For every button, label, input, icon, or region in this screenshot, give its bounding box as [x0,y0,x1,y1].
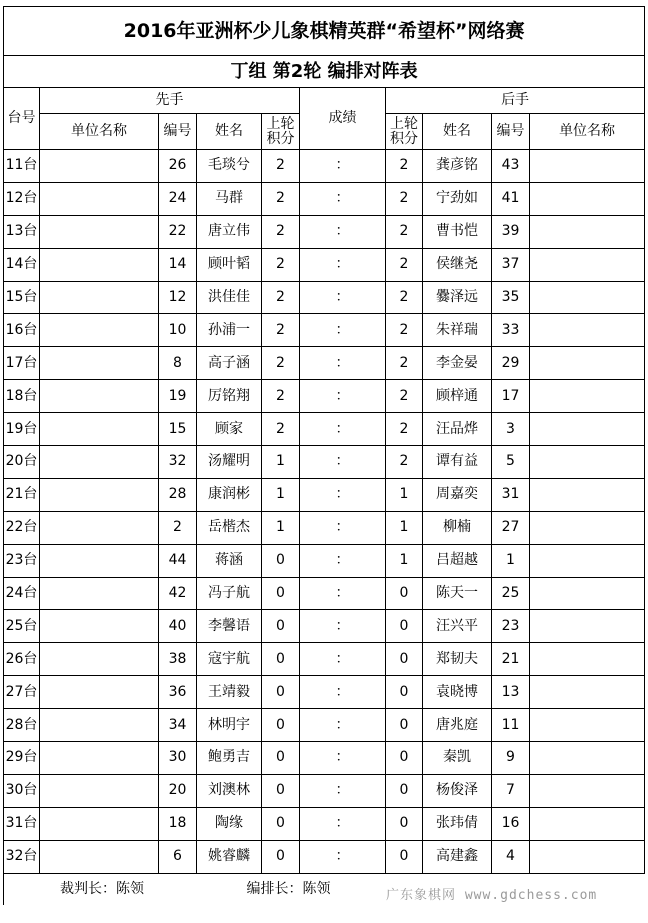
first-name-cell: 顾叶韬 [197,248,262,281]
first-unit-cell [40,742,159,775]
first-name-cell: 刘澳林 [197,774,262,807]
header-board: 台号 [4,88,40,150]
first-name-cell: 蒋涵 [197,544,262,577]
board-cell: 22台 [4,511,40,544]
board-cell: 29台 [4,742,40,775]
table-row [4,413,645,446]
header-result: 成绩 [300,88,386,150]
second-score-cell: 2 [386,413,423,446]
chief-arranger: 编排长：陈领 [197,873,423,905]
first-score-cell: 0 [262,643,300,676]
header-first-unit: 单位名称 [40,114,159,150]
first-score-cell: 2 [262,215,300,248]
first-name-cell: 林明宇 [197,709,262,742]
first-score-cell: 0 [262,676,300,709]
second-number-cell: 11 [492,709,530,742]
second-name-cell: 宁劲如 [423,182,492,215]
first-number-cell: 24 [159,182,197,215]
first-unit-cell [40,709,159,742]
board-cell: 20台 [4,446,40,479]
result-cell: ： [300,774,386,807]
header-first-name: 姓名 [197,114,262,150]
header-first-score: 上轮积分 [262,114,300,150]
first-score-cell: 2 [262,150,300,183]
second-name-cell: 高建鑫 [423,840,492,873]
first-score-cell: 1 [262,478,300,511]
first-name-cell: 冯子航 [197,577,262,610]
board-cell: 17台 [4,347,40,380]
first-unit-cell [40,248,159,281]
second-name-cell: 郑韧夫 [423,643,492,676]
table-row [4,807,645,840]
second-name-cell: 谭有益 [423,446,492,479]
result-cell: ： [300,840,386,873]
board-cell: 25台 [4,610,40,643]
first-score-cell: 2 [262,347,300,380]
second-name-cell: 侯继尧 [423,248,492,281]
result-cell: ： [300,446,386,479]
first-unit-cell [40,446,159,479]
first-score-cell: 2 [262,182,300,215]
second-name-cell: 汪品烨 [423,413,492,446]
board-cell: 26台 [4,643,40,676]
second-name-cell: 朱祥瑞 [423,314,492,347]
first-number-cell: 32 [159,446,197,479]
first-name-cell: 康润彬 [197,478,262,511]
header-second-player: 后手 [386,88,645,114]
board-cell: 24台 [4,577,40,610]
second-name-cell: 爨泽远 [423,281,492,314]
second-score-cell: 1 [386,511,423,544]
first-name-cell: 洪佳佳 [197,281,262,314]
first-score-cell: 0 [262,709,300,742]
result-cell: ： [300,610,386,643]
header-second-unit: 单位名称 [530,114,645,150]
first-score-cell: 0 [262,544,300,577]
board-cell: 14台 [4,248,40,281]
pairing-table [3,6,645,905]
result-cell: ： [300,281,386,314]
first-unit-cell [40,610,159,643]
second-unit-cell [530,511,645,544]
first-number-cell: 6 [159,840,197,873]
second-name-cell: 龚彦铭 [423,150,492,183]
table-row [4,478,645,511]
table-row [4,709,645,742]
table-row [4,643,645,676]
second-number-cell: 17 [492,380,530,413]
second-number-cell: 9 [492,742,530,775]
second-number-cell: 37 [492,248,530,281]
result-cell: ： [300,807,386,840]
second-number-cell: 7 [492,774,530,807]
second-unit-cell [530,544,645,577]
second-unit-cell [530,610,645,643]
second-score-cell: 0 [386,610,423,643]
table-row [4,182,645,215]
result-cell: ： [300,709,386,742]
first-name-cell: 顾家 [197,413,262,446]
second-unit-cell [530,413,645,446]
first-score-cell: 1 [262,446,300,479]
first-number-cell: 2 [159,511,197,544]
second-unit-cell [530,446,645,479]
first-score-cell: 0 [262,577,300,610]
board-cell: 27台 [4,676,40,709]
result-cell: ： [300,150,386,183]
first-number-cell: 26 [159,150,197,183]
first-name-cell: 岳楷杰 [197,511,262,544]
second-unit-cell [530,248,645,281]
second-unit-cell [530,774,645,807]
second-number-cell: 33 [492,314,530,347]
board-cell: 28台 [4,709,40,742]
first-unit-cell [40,150,159,183]
board-cell: 30台 [4,774,40,807]
first-score-cell: 2 [262,380,300,413]
first-number-cell: 28 [159,478,197,511]
first-unit-cell [40,774,159,807]
second-name-cell: 袁晓博 [423,676,492,709]
second-score-cell: 2 [386,446,423,479]
second-unit-cell [530,314,645,347]
first-unit-cell [40,840,159,873]
second-number-cell: 27 [492,511,530,544]
first-score-cell: 0 [262,840,300,873]
board-cell: 32台 [4,840,40,873]
table-row [4,248,645,281]
result-cell: ： [300,347,386,380]
result-cell: ： [300,182,386,215]
table-row [4,840,645,873]
second-unit-cell [530,150,645,183]
board-cell: 15台 [4,281,40,314]
first-number-cell: 12 [159,281,197,314]
second-name-cell: 陈天一 [423,577,492,610]
first-number-cell: 8 [159,347,197,380]
first-name-cell: 寇宇航 [197,643,262,676]
result-cell: ： [300,215,386,248]
second-name-cell: 顾梓通 [423,380,492,413]
second-number-cell: 1 [492,544,530,577]
second-unit-cell [530,807,645,840]
second-score-cell: 1 [386,478,423,511]
table-row [4,742,645,775]
page-title: 2016年亚洲杯少儿象棋精英群“希望杯”网络赛 [4,7,645,56]
first-score-cell: 0 [262,774,300,807]
second-score-cell: 2 [386,314,423,347]
header-second-number: 编号 [492,114,530,150]
second-number-cell: 23 [492,610,530,643]
second-unit-cell [530,742,645,775]
first-number-cell: 15 [159,413,197,446]
second-unit-cell [530,577,645,610]
first-score-cell: 0 [262,807,300,840]
first-number-cell: 42 [159,577,197,610]
second-number-cell: 31 [492,478,530,511]
first-name-cell: 陶缘 [197,807,262,840]
board-cell: 23台 [4,544,40,577]
board-cell: 31台 [4,807,40,840]
second-score-cell: 2 [386,380,423,413]
first-unit-cell [40,643,159,676]
table-row [4,347,645,380]
table-row [4,150,645,183]
second-name-cell: 汪兴平 [423,610,492,643]
result-cell: ： [300,413,386,446]
table-row [4,281,645,314]
second-number-cell: 29 [492,347,530,380]
table-row [4,544,645,577]
table-row [4,511,645,544]
first-number-cell: 30 [159,742,197,775]
second-score-cell: 0 [386,577,423,610]
second-number-cell: 3 [492,413,530,446]
second-score-cell: 0 [386,774,423,807]
first-number-cell: 38 [159,643,197,676]
header-second-name: 姓名 [423,114,492,150]
second-number-cell: 21 [492,643,530,676]
second-name-cell: 张玮倩 [423,807,492,840]
first-score-cell: 0 [262,742,300,775]
second-name-cell: 吕超越 [423,544,492,577]
second-score-cell: 2 [386,182,423,215]
first-unit-cell [40,281,159,314]
result-cell: ： [300,314,386,347]
first-unit-cell [40,544,159,577]
header-first-player: 先手 [40,88,300,114]
result-cell: ： [300,478,386,511]
second-score-cell: 2 [386,248,423,281]
first-score-cell: 0 [262,610,300,643]
board-cell: 19台 [4,413,40,446]
first-name-cell: 孙浦一 [197,314,262,347]
first-number-cell: 36 [159,676,197,709]
first-name-cell: 王靖毅 [197,676,262,709]
page-subtitle: 丁组 第2轮 编排对阵表 [4,56,645,88]
second-unit-cell [530,643,645,676]
first-number-cell: 14 [159,248,197,281]
second-number-cell: 35 [492,281,530,314]
first-number-cell: 22 [159,215,197,248]
table-row [4,380,645,413]
second-unit-cell [530,347,645,380]
header-first-number: 编号 [159,114,197,150]
second-score-cell: 2 [386,281,423,314]
second-name-cell: 周嘉奕 [423,478,492,511]
second-unit-cell [530,380,645,413]
second-number-cell: 25 [492,577,530,610]
first-unit-cell [40,577,159,610]
first-name-cell: 高子涵 [197,347,262,380]
second-score-cell: 2 [386,215,423,248]
second-score-cell: 2 [386,150,423,183]
board-cell: 21台 [4,478,40,511]
second-score-cell: 0 [386,840,423,873]
table-row [4,676,645,709]
first-unit-cell [40,380,159,413]
result-cell: ： [300,544,386,577]
result-cell: ： [300,380,386,413]
first-name-cell: 厉铭翔 [197,380,262,413]
second-score-cell: 1 [386,544,423,577]
second-unit-cell [530,676,645,709]
first-unit-cell [40,478,159,511]
table-row [4,577,645,610]
second-number-cell: 13 [492,676,530,709]
second-unit-cell [530,215,645,248]
second-name-cell: 秦凯 [423,742,492,775]
second-number-cell: 16 [492,807,530,840]
second-number-cell: 39 [492,215,530,248]
first-number-cell: 18 [159,807,197,840]
first-unit-cell [40,807,159,840]
second-unit-cell [530,182,645,215]
first-score-cell: 1 [262,511,300,544]
second-number-cell: 4 [492,840,530,873]
second-unit-cell [530,281,645,314]
second-name-cell: 柳楠 [423,511,492,544]
first-score-cell: 2 [262,248,300,281]
first-number-cell: 44 [159,544,197,577]
first-number-cell: 19 [159,380,197,413]
watermark: 广东象棋网 www.gdchess.com [386,888,598,903]
first-unit-cell [40,676,159,709]
first-unit-cell [40,215,159,248]
result-cell: ： [300,577,386,610]
second-number-cell: 43 [492,150,530,183]
second-name-cell: 李金晏 [423,347,492,380]
table-row [4,774,645,807]
board-cell: 18台 [4,380,40,413]
first-name-cell: 姚睿麟 [197,840,262,873]
result-cell: ： [300,511,386,544]
first-name-cell: 鲍勇吉 [197,742,262,775]
second-score-cell: 0 [386,643,423,676]
second-name-cell: 杨俊泽 [423,774,492,807]
table-row [4,446,645,479]
result-cell: ： [300,643,386,676]
board-cell: 11台 [4,150,40,183]
second-name-cell: 曹书恺 [423,215,492,248]
first-name-cell: 毛琰兮 [197,150,262,183]
first-unit-cell [40,511,159,544]
first-name-cell: 汤耀明 [197,446,262,479]
first-number-cell: 20 [159,774,197,807]
first-score-cell: 2 [262,413,300,446]
board-cell: 13台 [4,215,40,248]
header-second-score: 上轮积分 [386,114,423,150]
table-row [4,314,645,347]
first-score-cell: 2 [262,281,300,314]
second-score-cell: 0 [386,742,423,775]
second-number-cell: 41 [492,182,530,215]
first-name-cell: 李馨语 [197,610,262,643]
second-score-cell: 0 [386,807,423,840]
first-number-cell: 40 [159,610,197,643]
board-cell: 16台 [4,314,40,347]
first-name-cell: 马群 [197,182,262,215]
first-unit-cell [40,413,159,446]
first-unit-cell [40,314,159,347]
result-cell: ： [300,676,386,709]
board-cell: 12台 [4,182,40,215]
first-score-cell: 2 [262,314,300,347]
second-score-cell: 0 [386,709,423,742]
first-unit-cell [40,182,159,215]
result-cell: ： [300,742,386,775]
second-unit-cell [530,478,645,511]
second-unit-cell [530,840,645,873]
second-score-cell: 0 [386,676,423,709]
table-row [4,215,645,248]
second-number-cell: 5 [492,446,530,479]
first-unit-cell [40,347,159,380]
second-unit-cell [530,709,645,742]
first-number-cell: 34 [159,709,197,742]
chief-referee: 裁判长：陈领 [4,873,197,905]
first-name-cell: 唐立伟 [197,215,262,248]
second-score-cell: 2 [386,347,423,380]
result-cell: ： [300,248,386,281]
table-row [4,610,645,643]
second-name-cell: 唐兆庭 [423,709,492,742]
first-number-cell: 10 [159,314,197,347]
